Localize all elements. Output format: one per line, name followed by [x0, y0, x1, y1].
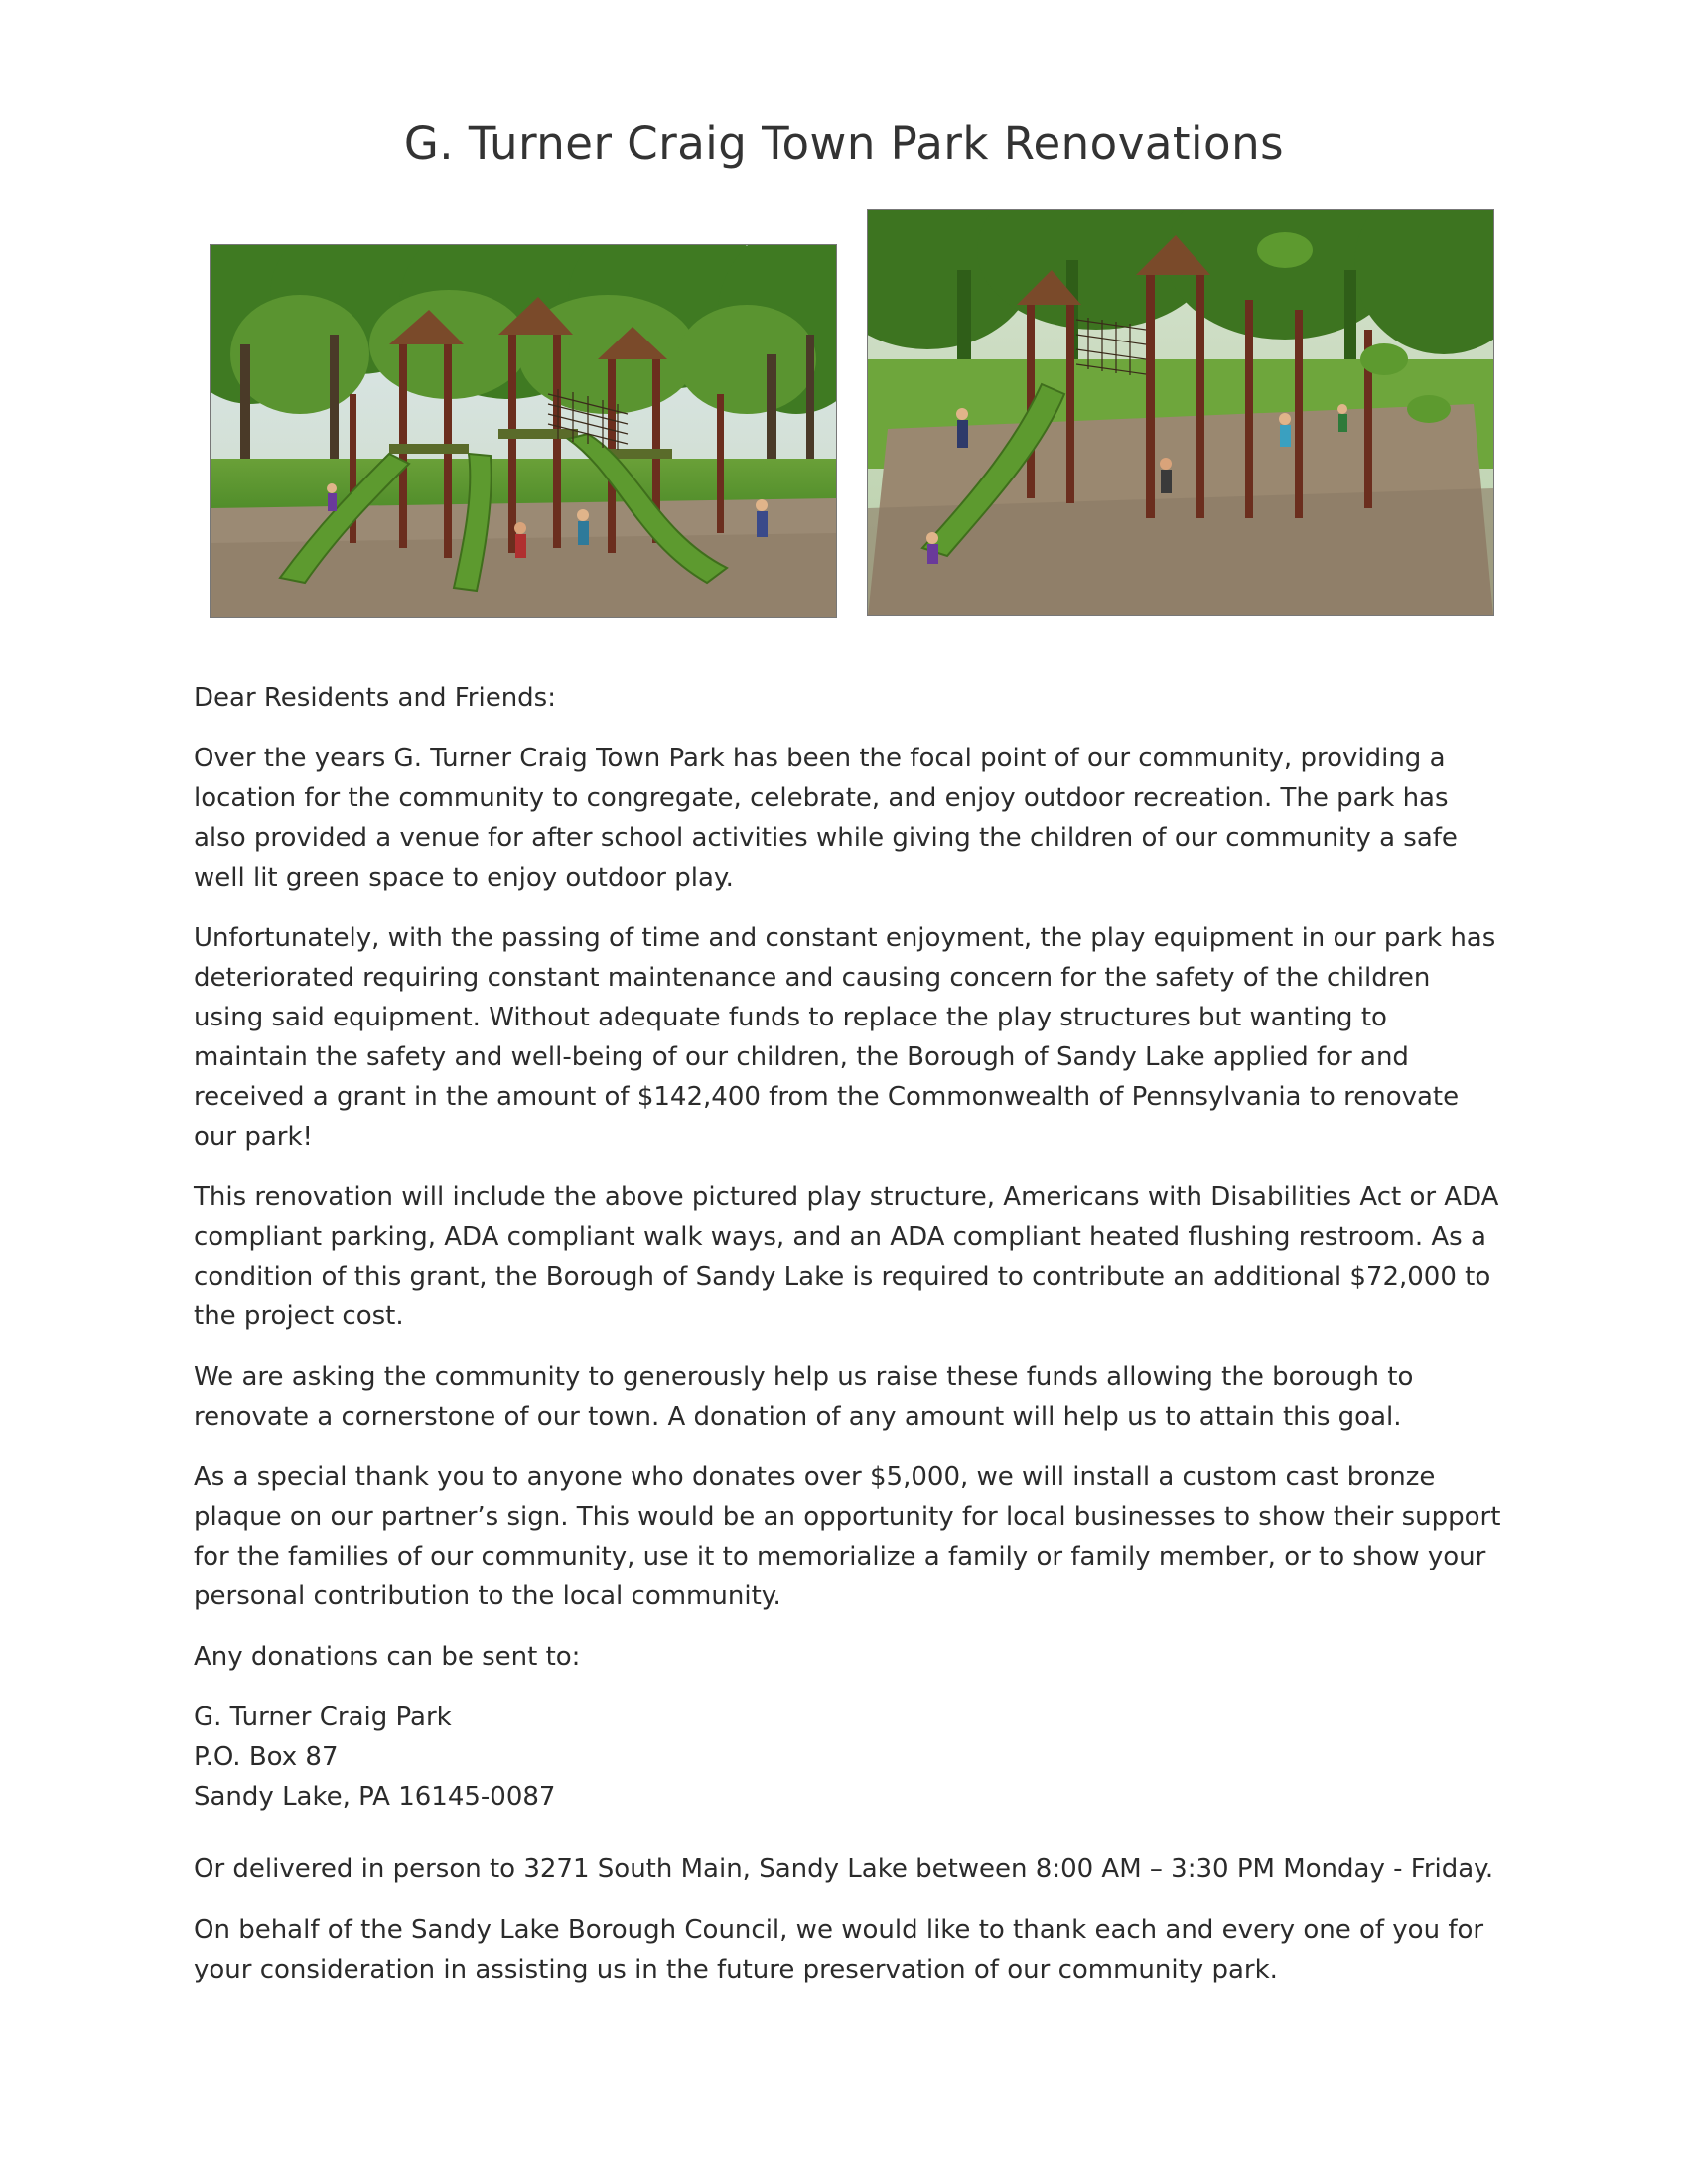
delivery-paragraph: Or delivered in person to 3271 South Main, Sandy Lake between 8:00 AM – 3:30 PM Monday - Friday. [194, 1854, 1494, 1884]
playground-rendering-side-image [867, 209, 1494, 616]
paragraph-6: Any donations can be sent to: [194, 1642, 581, 1672]
address-line-city: Sandy Lake, PA 16145-0087 [194, 1782, 556, 1812]
page-title: G. Turner Craig Town Park Renovations [403, 117, 1285, 170]
closing-paragraph: On behalf of the Sandy Lake Borough Council, we would like to thank each and every one of you for your consideration in assisting us in the future preservation of our community park. [194, 1915, 1484, 1984]
mailing-address [194, 1698, 1504, 1817]
playground-rendering-front-image [210, 244, 837, 618]
paragraph-1: Over the years G. Turner Craig Town Park has been the focal point of our community, providing a location for the community to congregate, celebrate, and enjoy outdoor recreation. The park has also provided a venue for after school activities while giving the children of our community a safe well lit green space to enjoy outdoor play. [194, 744, 1458, 892]
address-line-name: G. Turner Craig Park [194, 1703, 452, 1732]
paragraph-4: We are asking the community to generously help us raise these funds allowing the borough to renovate a cornerstone of our town. A donation of any amount will help us to attain this goal. [194, 1362, 1414, 1432]
paragraph-5: As a special thank you to anyone who donates over $5,000, we will install a custom cast bronze plaque on our partner’s sign. This would be an opportunity for local businesses to show their support for the families of our community, use it to memorialize a family or family member, or to show your personal contribution to the local community. [194, 1462, 1501, 1611]
salutation: Dear Residents and Friends: [194, 683, 556, 713]
paragraph-3: This renovation will include the above pictured play structure, Americans with Disabilities Act or ADA compliant parking, ADA compliant walk ways, and an ADA compliant heated flushing restroom. As a condition of this grant, the Borough of Sandy Lake is required to contribute an additional $72,000 to the project cost. [194, 1182, 1499, 1331]
paragraph-2: Unfortunately, with the passing of time and constant enjoyment, the play equipment in our park has deteriorated requiring constant maintenance and causing concern for the safety of the children using said equipment. Without adequate funds to replace the play structures but wanting to maintain the safety and well-being of our children, the Borough of Sandy Lake applied for and received a grant in the amount of $142,400 from the Commonwealth of Pennsylvania to renovate our park! [194, 923, 1496, 1152]
address-line-box: P.O. Box 87 [194, 1742, 339, 1772]
letter-body [194, 678, 1504, 2010]
